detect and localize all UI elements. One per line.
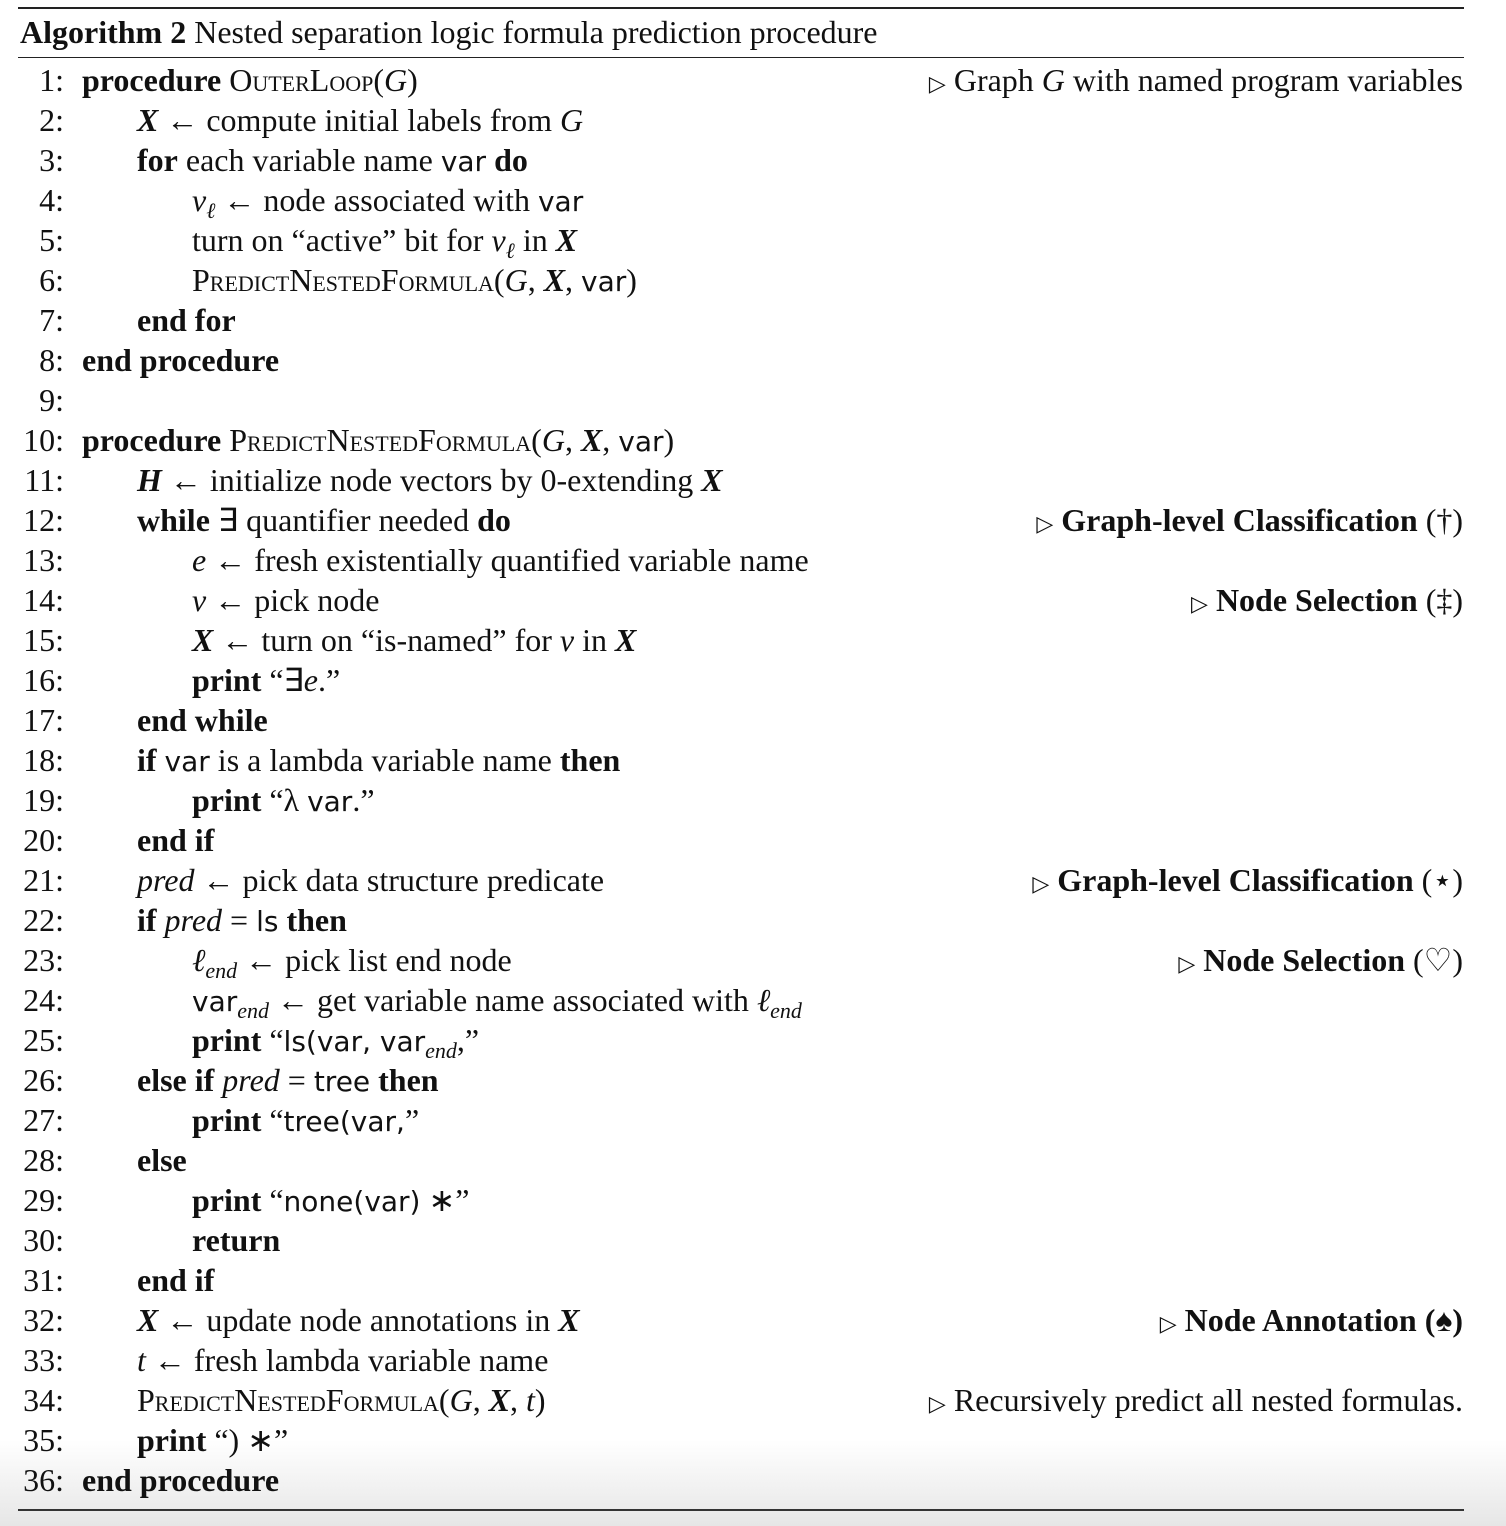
comment-token: (⋆) [1413, 862, 1463, 898]
code-token: turn on “active” bit for [192, 222, 492, 258]
line-number: 26: [23, 1062, 64, 1098]
code-token: X [137, 102, 159, 138]
algorithm-line [0, 380, 1506, 420]
algorithm-line [0, 780, 1506, 820]
algorithm-body [0, 60, 1506, 1500]
line-comment [1191, 580, 1463, 625]
line-comment [929, 60, 1463, 105]
algorithm-label: Algorithm 2 [20, 14, 187, 50]
line-number: 35: [23, 1422, 64, 1458]
code-token: print [192, 782, 262, 818]
code-token: print [137, 1422, 207, 1458]
code-token: each variable name [177, 142, 441, 178]
algorithm-line [0, 1060, 1506, 1100]
code-token: v [559, 622, 575, 658]
comment-token: with named program variables [1064, 62, 1463, 98]
line-number: 30: [23, 1222, 64, 1258]
comment-token: Node Annotation (♠) [1184, 1302, 1463, 1338]
line-code [192, 660, 340, 700]
line-code [137, 820, 214, 860]
code-token: var [192, 985, 238, 1018]
comment-triangle-icon: ▷ [928, 1392, 946, 1417]
code-token: .” [352, 782, 375, 818]
line-number: 23: [23, 942, 64, 978]
code-token: end for [137, 302, 236, 338]
code-token: , [510, 1382, 527, 1418]
line-code [82, 60, 418, 100]
line-comment [1178, 940, 1463, 985]
code-token: e [303, 662, 318, 698]
line-number: 32: [23, 1302, 64, 1338]
algorithm-line [0, 660, 1506, 700]
line-code [137, 900, 347, 942]
algorithm-line [0, 1460, 1506, 1500]
line-number: 11: [24, 462, 64, 498]
algorithm-line [0, 1420, 1506, 1460]
code-token: var [537, 185, 584, 218]
code-token: tree(var, [283, 1105, 405, 1138]
code-token: “∃ [261, 662, 304, 698]
code-token: end if [137, 1262, 215, 1298]
algorithm-line [0, 340, 1506, 380]
code-token: ∗” [420, 1182, 470, 1218]
line-number: 10: [23, 422, 64, 458]
line-code [192, 620, 636, 660]
algorithm-line [0, 1300, 1506, 1340]
line-code [192, 540, 809, 580]
comment-token: Node Selection [1203, 942, 1405, 978]
line-code [137, 1420, 288, 1460]
line-number: 28: [23, 1142, 64, 1178]
bottom-rule [18, 1509, 1464, 1511]
line-number: 17: [23, 702, 64, 738]
code-token: ( [493, 262, 505, 298]
code-token: ℓ [505, 238, 515, 263]
code-token: ← turn on “is-named” for [213, 622, 560, 658]
line-code [137, 500, 511, 540]
code-token [157, 742, 165, 778]
code-token: ) [407, 62, 418, 98]
line-number: 36: [23, 1462, 64, 1498]
algorithm-line [0, 1340, 1506, 1380]
code-token: pred [222, 1062, 280, 1098]
code-token: in [574, 622, 615, 658]
code-token: print [192, 1182, 262, 1218]
algorithm-line [0, 1220, 1506, 1260]
line-number: 9: [39, 382, 64, 418]
code-token: G [504, 262, 528, 298]
code-token: var [440, 145, 487, 178]
code-token: , [602, 422, 619, 458]
comment-triangle-icon: ▷ [1036, 512, 1054, 537]
line-number: 6: [39, 262, 64, 298]
line-number: 3: [39, 142, 64, 178]
code-token: G [384, 62, 408, 98]
code-token: ” [404, 1102, 420, 1138]
code-token: ← fresh existentially quantified variable name [206, 542, 809, 578]
line-number: 27: [23, 1102, 64, 1138]
code-token: procedure [82, 62, 230, 98]
algorithm-line [0, 900, 1506, 940]
comment-token: Graph-level Classification [1057, 862, 1414, 898]
code-token: ( [373, 62, 385, 98]
line-number: 14: [23, 582, 64, 618]
code-token: then [286, 902, 347, 938]
code-token: var [618, 425, 664, 458]
code-token: “) ∗” [206, 1422, 289, 1458]
code-token: none(var) [283, 1185, 421, 1218]
comment-token: (‡) [1417, 582, 1463, 618]
code-token: , [565, 262, 582, 298]
code-token: G [541, 422, 565, 458]
code-token: ← node associated with [215, 182, 538, 218]
line-code [137, 1260, 214, 1300]
comment-token: (†) [1417, 502, 1463, 538]
code-token: ls [256, 905, 279, 938]
line-number: 31: [23, 1262, 64, 1298]
code-token: do [477, 502, 511, 538]
line-code [137, 1300, 580, 1340]
code-token: ← pick list end node [237, 942, 512, 978]
code-token: while [137, 502, 210, 538]
code-token: ℓ [192, 942, 206, 978]
code-token: ) [626, 262, 637, 298]
algorithm-line [0, 100, 1506, 140]
algorithm-line [0, 180, 1506, 223]
code-token: v [192, 182, 207, 218]
comment-token: Graph [953, 62, 1042, 98]
code-token: ls(var, var [283, 1025, 426, 1058]
line-number: 22: [23, 902, 64, 938]
algorithm-line [0, 1140, 1506, 1180]
line-code [192, 780, 375, 822]
code-token: = [279, 1062, 314, 1098]
code-token: ← fresh lambda variable name [145, 1342, 549, 1378]
code-token: , [527, 262, 544, 298]
line-code [192, 1100, 419, 1142]
comment-triangle-icon: ▷ [1178, 952, 1196, 977]
algorithm-line [0, 300, 1506, 340]
line-number: 20: [23, 822, 64, 858]
caption-rule [18, 57, 1464, 58]
code-token: ) [534, 1382, 546, 1418]
code-token: print [192, 662, 262, 698]
line-number: 16: [23, 662, 64, 698]
code-token: ∃ quantifier needed [209, 502, 478, 538]
code-token: end if [137, 822, 215, 858]
code-token: X [543, 262, 566, 298]
line-code [137, 1340, 548, 1380]
code-token: then [378, 1062, 439, 1098]
code-token: ← initialize node vectors by 0-extending [161, 462, 702, 498]
comment-token: (♡) [1405, 942, 1463, 978]
code-token: ℓ [206, 198, 216, 223]
line-code [192, 180, 583, 222]
line-code [192, 220, 578, 263]
code-token: OuterLoop [229, 62, 374, 98]
algorithm-line [0, 740, 1506, 780]
code-token: end [425, 1038, 457, 1063]
line-code [137, 1060, 439, 1102]
code-token: G [560, 102, 584, 138]
code-token: ← update node annotations in [158, 1302, 559, 1338]
code-token: var [307, 785, 353, 818]
code-token: X [488, 1382, 511, 1418]
line-number: 18: [23, 742, 64, 778]
code-token: H [137, 462, 162, 498]
code-token: PredictNestedFormula [137, 1382, 439, 1418]
code-token: ← get variable name associated with [269, 982, 757, 1018]
line-code [192, 1020, 479, 1062]
code-token: var [164, 745, 210, 778]
algorithm-line [0, 1180, 1506, 1220]
code-token: end [237, 998, 270, 1023]
code-token: ( [531, 422, 542, 458]
line-number: 33: [23, 1342, 64, 1378]
algorithm-line [0, 540, 1506, 580]
line-number: 24: [23, 982, 64, 1018]
algorithm-line [0, 1100, 1506, 1140]
line-code [192, 1220, 280, 1260]
algorithm-line [0, 260, 1506, 300]
code-token: end [770, 998, 802, 1023]
line-code [82, 340, 279, 380]
line-number: 4: [39, 182, 64, 218]
algorithm-line [0, 60, 1506, 100]
code-token: .” [317, 662, 341, 698]
line-code [192, 580, 380, 620]
line-number: 19: [23, 782, 64, 818]
comment-triangle-icon: ▷ [928, 72, 946, 97]
code-token: X [615, 622, 637, 658]
code-token: is a lambda variable name [209, 742, 560, 778]
code-token: ← pick data structure predicate [194, 862, 605, 898]
line-code [82, 420, 674, 462]
algorithm-line [0, 940, 1506, 983]
top-rule [18, 7, 1464, 9]
code-token: end while [137, 702, 268, 738]
line-number: 1: [39, 62, 64, 98]
algorithm-caption [20, 12, 878, 52]
line-code [137, 460, 723, 500]
code-token: , [564, 422, 581, 458]
line-number: 29: [23, 1182, 64, 1218]
code-token: end procedure [82, 1462, 280, 1498]
code-token: ← pick node [206, 582, 380, 618]
code-token [486, 142, 494, 178]
algorithm-line [0, 700, 1506, 740]
algorithm-line [0, 860, 1506, 900]
line-number: 15: [23, 622, 64, 658]
line-code [192, 260, 637, 302]
algorithm-line [0, 1020, 1506, 1063]
code-token: in [514, 222, 556, 258]
code-token: X [580, 422, 603, 458]
code-token: “ [261, 1182, 284, 1218]
comment-triangle-icon: ▷ [1032, 872, 1050, 897]
code-token: else if [137, 1062, 215, 1098]
code-token: e [192, 542, 207, 578]
code-token: if [137, 742, 157, 778]
comment-triangle-icon: ▷ [1191, 592, 1208, 617]
line-code [192, 980, 802, 1022]
code-token: ℓ [756, 982, 771, 1018]
line-number: 7: [39, 302, 64, 338]
line-code [137, 300, 236, 340]
line-code [82, 1460, 279, 1500]
line-code [137, 740, 620, 782]
line-comment [1160, 1300, 1463, 1345]
code-token: t [137, 1342, 146, 1378]
algorithm-line [0, 1380, 1506, 1420]
code-token: X [701, 462, 723, 498]
code-token: X [558, 1302, 580, 1338]
code-token: “ [261, 1022, 284, 1058]
code-token: ← compute initial labels from [158, 102, 561, 138]
code-token: procedure [82, 422, 230, 458]
line-number: 25: [23, 1022, 64, 1058]
line-number: 5: [39, 222, 64, 258]
code-token: “ [261, 1102, 284, 1138]
code-token: v [192, 582, 207, 618]
algorithm-line [0, 980, 1506, 1023]
code-token: X [555, 222, 578, 258]
code-token: pred [164, 902, 223, 938]
line-code [137, 700, 268, 740]
code-token: “λ [261, 782, 308, 818]
comment-token: Recursively predict all nested formulas. [953, 1382, 1463, 1418]
algorithm-line [0, 420, 1506, 460]
line-number: 21: [23, 862, 64, 898]
code-token: end [205, 958, 238, 983]
code-token [157, 902, 165, 938]
code-token: ) [663, 422, 675, 458]
code-token: pred [137, 862, 195, 898]
line-code [137, 140, 528, 182]
comment-triangle-icon: ▷ [1159, 1312, 1177, 1337]
line-comment [1036, 500, 1463, 545]
code-token: tree [313, 1065, 371, 1098]
code-token: t [526, 1382, 535, 1418]
code-token: then [559, 742, 621, 778]
line-number: 13: [23, 542, 64, 578]
code-token: else [137, 1142, 187, 1178]
algorithm-line [0, 580, 1506, 620]
code-token: ( [438, 1382, 450, 1418]
code-token: ,” [456, 1022, 480, 1058]
line-number: 8: [39, 342, 64, 378]
code-token: X [137, 1302, 159, 1338]
code-token: , [472, 1382, 489, 1418]
code-token: PredictNestedFormula [229, 422, 532, 458]
algorithm-line [0, 500, 1506, 540]
line-code [192, 1180, 470, 1222]
code-token: = [222, 902, 257, 938]
algorithm-line [0, 820, 1506, 860]
line-code [137, 1380, 546, 1420]
code-token: if [137, 902, 157, 938]
algorithm-title: Nested separation logic formula prediction procedure [194, 14, 878, 50]
algorithm-line [0, 620, 1506, 660]
code-token [370, 1062, 378, 1098]
code-token: for [137, 142, 178, 178]
line-comment [929, 1380, 1463, 1425]
code-token: end procedure [82, 342, 280, 378]
line-number: 12: [23, 502, 64, 538]
code-token: do [494, 142, 528, 178]
code-token: print [192, 1022, 262, 1058]
algorithm-line [0, 1260, 1506, 1300]
line-code [137, 100, 583, 140]
code-token: v [491, 222, 506, 258]
algorithm-line [0, 220, 1506, 263]
code-token: X [192, 622, 214, 658]
code-token: return [192, 1222, 281, 1258]
line-number: 2: [39, 102, 64, 138]
comment-token: Node Selection [1215, 582, 1418, 618]
code-token: PredictNestedFormula [192, 262, 494, 298]
comment-token: Graph-level Classification [1061, 502, 1418, 538]
line-comment [1032, 860, 1463, 905]
code-token: print [192, 1102, 262, 1138]
comment-token: G [1041, 62, 1065, 98]
algorithm-line [0, 140, 1506, 180]
algorithm-line [0, 460, 1506, 500]
line-code [137, 1140, 187, 1180]
code-token: G [449, 1382, 473, 1418]
line-number: 34: [23, 1382, 64, 1418]
line-code [192, 940, 512, 983]
code-token: var [581, 265, 627, 298]
line-code [137, 860, 604, 900]
